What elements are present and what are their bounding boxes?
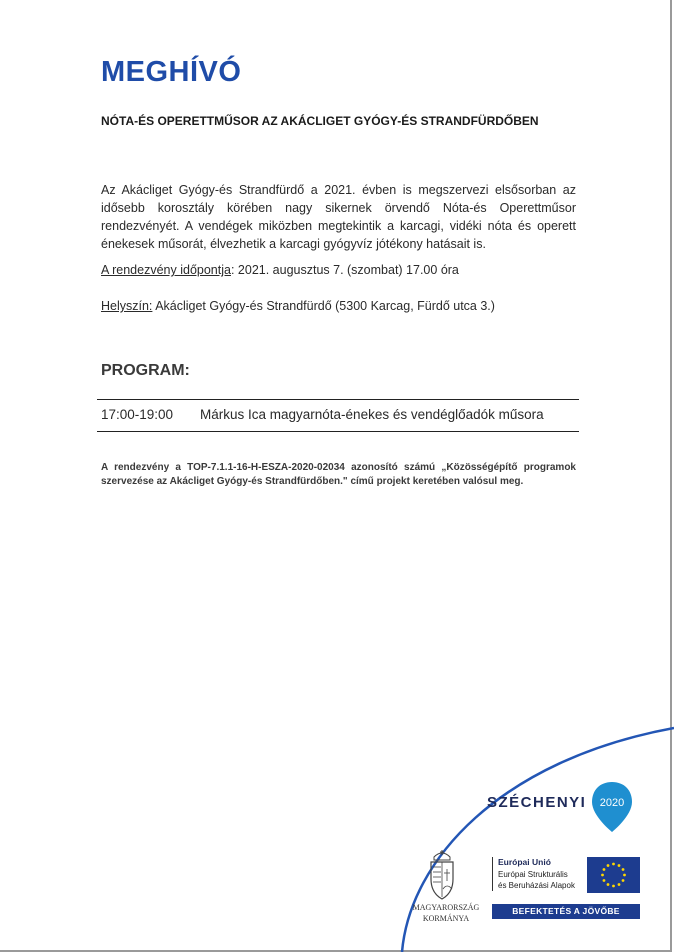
eu-star xyxy=(622,868,625,871)
program-row-description: Márkus Ica magyarnóta-énekes és vendéglőadók műsora xyxy=(200,407,544,422)
event-subtitle: NÓTA-ÉS OPERETTMŰSOR AZ AKÁCLIGET GYÓGY-ÉS STRANDFÜRDŐBEN xyxy=(101,114,539,128)
coat-of-arms-icon xyxy=(425,849,459,901)
location-pin-icon xyxy=(590,780,634,834)
szechenyi-year: 2020 xyxy=(599,797,625,809)
eu-star xyxy=(607,883,610,886)
eu-star xyxy=(623,874,626,877)
invest-future-banner: BEFEKTETÉS A JÖVŐBE xyxy=(492,904,640,919)
gov-line-2: KORMÁNYA xyxy=(422,914,470,923)
intro-paragraph: Az Akácliget Gyógy-és Strandfürdő a 2021. évben is megszervezi elsősorban az idősebb korosztály körében nagy sikernek örvendő Nóta-és Operettműsor rendezvényét. A vendégek miközben megtekintik a karcagi, vidéki nóta és operett énekesek műsorát, élvezhetik a karcagi gyógyvíz jótékony hatásait is. xyxy=(101,183,576,251)
program-heading: PROGRAM: xyxy=(101,362,190,379)
eu-star xyxy=(612,863,615,866)
eu-star xyxy=(603,868,606,871)
project-footnote: A rendezvény a TOP-7.1.1-16-H-ESZA-2020-02034 azonosító számú „Közösségépítő programok szervezése az Akácliget Gyógy-és Strandfürdőben." című projekt keretében valósul meg. xyxy=(101,462,576,487)
government-logo-text xyxy=(408,902,484,924)
place-label: Helyszín: xyxy=(101,299,153,313)
eu-line-1: Európai Unió xyxy=(498,857,551,867)
date-value: : 2021. augusztus 7. (szombat) 17.00 óra xyxy=(230,263,459,277)
eu-star xyxy=(607,864,610,867)
eu-line-3: és Beruházási Alapok xyxy=(498,881,575,890)
gov-line-1: MAGYARORSZÁG xyxy=(412,903,480,912)
eu-line-2: Európai Strukturális xyxy=(498,870,568,879)
program-row-time: 17:00-19:00 xyxy=(101,407,174,422)
eu-funds-logo xyxy=(492,857,640,893)
eu-star xyxy=(622,879,625,882)
eu-divider xyxy=(492,857,493,891)
eu-star xyxy=(618,864,621,867)
eu-star xyxy=(603,879,606,882)
eu-star xyxy=(612,885,615,888)
page-title: MEGHÍVÓ xyxy=(101,56,242,88)
eu-flag-icon xyxy=(587,857,640,893)
eu-star xyxy=(618,883,621,886)
place-value: Akácliget Gyógy-és Strandfürdő (5300 Karcag, Fürdő utca 3.) xyxy=(152,299,495,313)
eu-star xyxy=(601,874,604,877)
date-label: A rendezvény időpontja xyxy=(101,263,231,277)
szechenyi-logo-text: SZÉCHENYI xyxy=(487,794,587,811)
